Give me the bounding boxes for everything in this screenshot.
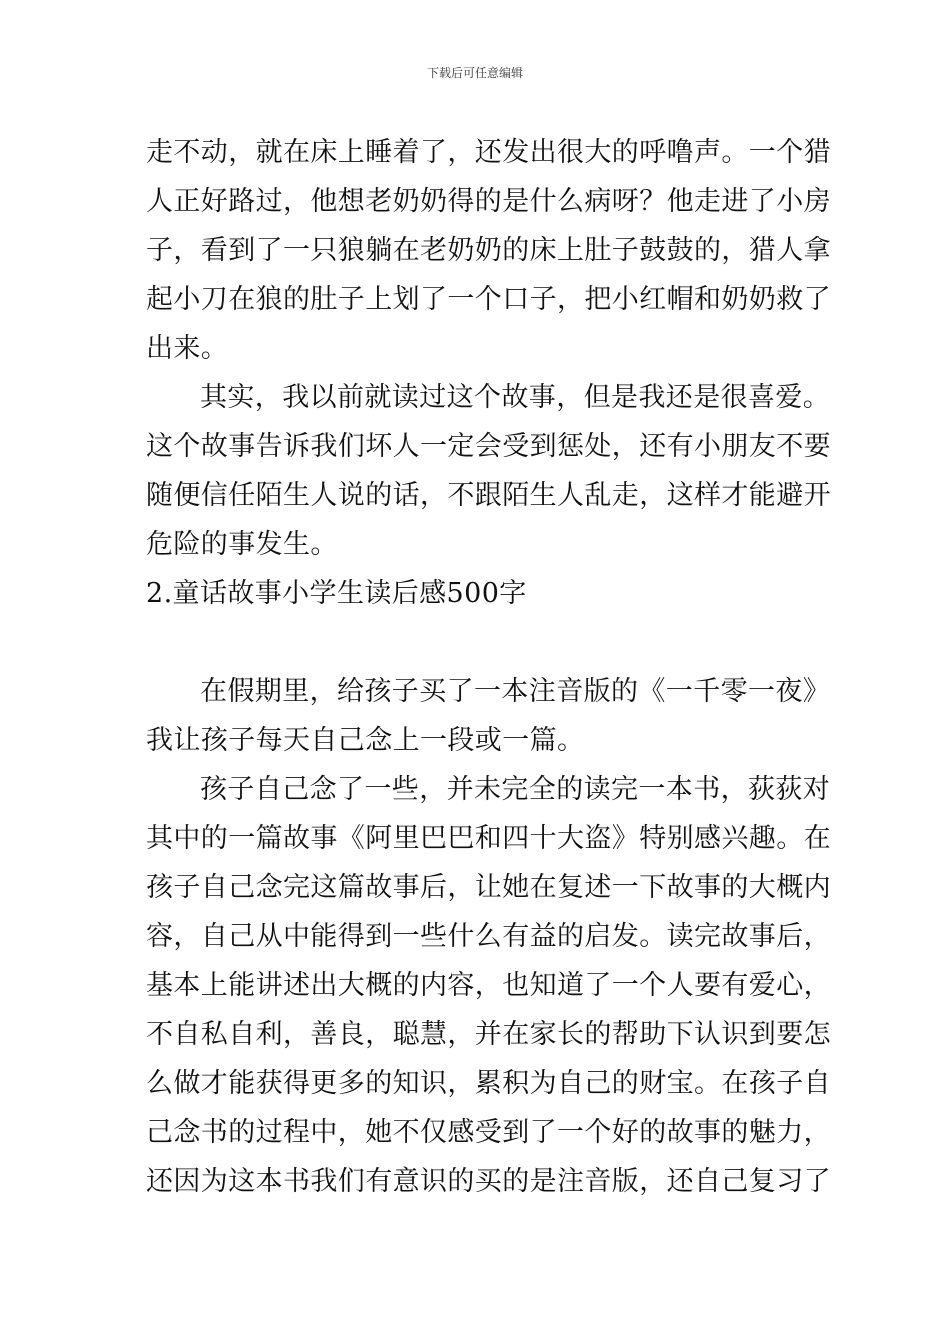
text-line: 危险的事发生。 — [146, 529, 338, 560]
paragraph-intro — [146, 667, 831, 765]
text-line: 在假期里，给孩子买了一本注音版的《一千零一夜》 — [200, 676, 831, 707]
text-line: 不自私自利，善良，聪慧，并在家长的帮助下认识到要怎 — [146, 1019, 831, 1050]
text-line: 其实，我以前就读过这个故事，但是我还是很喜爱。 — [200, 382, 831, 413]
paragraph-story-ending — [146, 128, 831, 373]
text-line: 其中的一篇故事《阿里巴巴和四十大盗》特别感兴趣。在 — [146, 823, 831, 854]
page-header: 下载后可任意编辑 — [426, 66, 523, 80]
text-line: 己念书的过程中，她不仅感受到了一个好的故事的魅力， — [146, 1117, 831, 1148]
text-line: 孩子自己念了一些，并未完全的读完一本书，荻荻对 — [200, 774, 831, 805]
text-line: 容，自己从中能得到一些什么有益的启发。读完故事后， — [146, 921, 831, 952]
text-line: 子，看到了一只狼躺在老奶奶的床上肚子鼓鼓的，猎人拿 — [146, 235, 831, 266]
section-heading: 2.童话故事小学生读后感500字 — [146, 578, 527, 609]
text-line: 还因为这本书我们有意识的买的是注音版，还自己复习了 — [146, 1166, 831, 1197]
blank-line — [146, 618, 810, 667]
text-line: 我让孩子每天自己念上一段或一篇。 — [146, 725, 585, 756]
text-line: 起小刀在狼的肚子上划了一个口子，把小红帽和奶奶救了 — [146, 284, 831, 315]
text-line: 基本上能讲述出大概的内容，也知道了一个人要有爱心， — [146, 970, 831, 1001]
text-line: 这个故事告诉我们坏人一定会受到惩处，还有小朋友不要 — [146, 431, 831, 462]
document-body — [146, 128, 831, 1206]
text-line: 出来。 — [146, 333, 229, 364]
paragraph-reflection — [146, 373, 831, 569]
text-line: 随便信任陌生人说的话，不跟陌生人乱走，这样才能避开 — [146, 480, 831, 511]
text-line: 孩子自己念完这篇故事后，让她在复述一下故事的大概内 — [146, 872, 831, 903]
paragraph-main — [146, 765, 831, 1206]
text-line: 么做才能获得更多的知识，累积为自己的财宝。在孩子自 — [146, 1068, 831, 1099]
text-line: 人正好路过，他想老奶奶得的是什么病呀？他走进了小房 — [146, 186, 831, 217]
text-line: 走不动，就在床上睡着了，还发出很大的呼噜声。一个猎 — [146, 137, 831, 168]
